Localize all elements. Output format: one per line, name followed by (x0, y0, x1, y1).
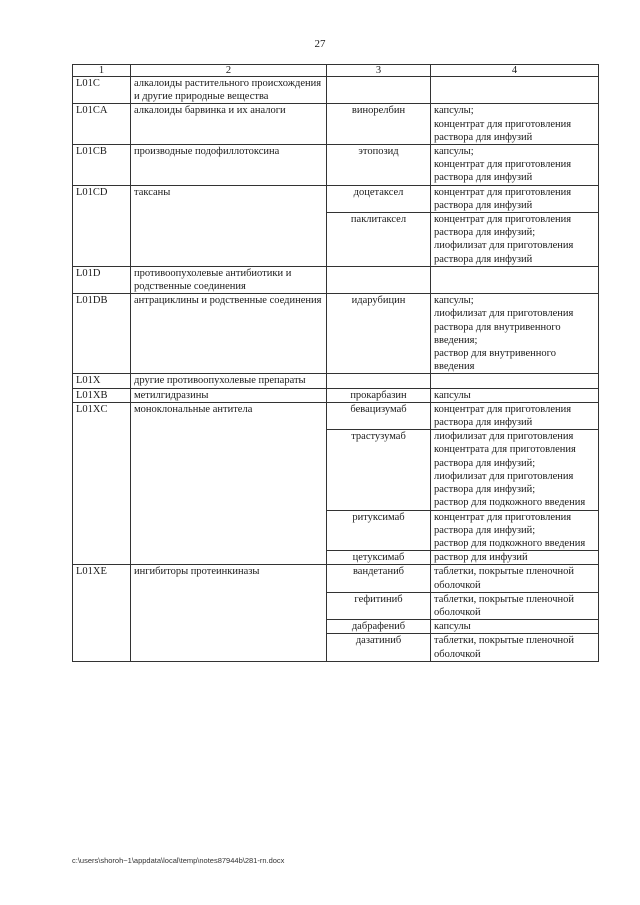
table-row (73, 185, 599, 212)
column-header-3: 3 (327, 65, 431, 77)
drug-name-cell (327, 77, 431, 104)
column-header-4: 4 (431, 65, 599, 77)
drug-name-cell: дабрафениб (327, 620, 431, 634)
atc-code-cell: L01X (73, 374, 131, 388)
group-name-cell: противоопухолевые антибиотики и родственные соединения (131, 266, 327, 293)
table-header-row (73, 65, 599, 77)
drug-name-cell (327, 266, 431, 293)
table-row (73, 294, 599, 374)
dosage-form-cell (431, 77, 599, 104)
atc-code-cell: L01CA (73, 104, 131, 145)
drug-name-cell: доцетаксел (327, 185, 431, 212)
table-body (73, 77, 599, 662)
drug-name-cell: дазатиниб (327, 634, 431, 661)
drug-name-cell: цетуксимаб (327, 551, 431, 565)
table-row (73, 77, 599, 104)
group-name-cell: антрациклины и родственные соединения (131, 294, 327, 374)
drug-name-cell: паклитаксел (327, 213, 431, 267)
dosage-form-cell: капсулы (431, 620, 599, 634)
atc-code-cell: L01XE (73, 565, 131, 661)
dosage-form-cell (431, 374, 599, 388)
table-row (73, 402, 599, 429)
drug-table (72, 64, 599, 662)
table-row (73, 374, 599, 388)
footer-file-path: c:\users\shoroh~1\appdata\local\temp\notes87944b\281-rn.docx (72, 856, 285, 865)
drug-name-cell: ритуксимаб (327, 510, 431, 551)
group-name-cell: другие противоопухолевые препараты (131, 374, 327, 388)
group-name-cell: алкалоиды барвинка и их аналоги (131, 104, 327, 145)
drug-name-cell: гефитиниб (327, 592, 431, 619)
drug-name-cell: трастузумаб (327, 430, 431, 510)
dosage-form-cell (431, 266, 599, 293)
group-name-cell: метилгидразины (131, 388, 327, 402)
drug-name-cell: винорелбин (327, 104, 431, 145)
dosage-form-cell: таблетки, покрытые пленочной оболочкой (431, 592, 599, 619)
group-name-cell: моноклональные антитела (131, 402, 327, 564)
drug-name-cell: вандетаниб (327, 565, 431, 592)
group-name-cell: алкалоиды растительного происхождения и другие природные вещества (131, 77, 327, 104)
atc-code-cell: L01XC (73, 402, 131, 564)
dosage-form-cell: лиофилизат для приготовления концентрата для приготовления раствора для инфузий; лиофилизат для приготовления раствора для инфузий; раствор для подкожного введения (431, 430, 599, 510)
group-name-cell: производные подофиллотоксина (131, 145, 327, 186)
dosage-form-cell: капсулы (431, 388, 599, 402)
atc-code-cell: L01CD (73, 185, 131, 266)
table-row (73, 565, 599, 592)
column-header-1: 1 (73, 65, 131, 77)
drug-name-cell: бевацизумаб (327, 402, 431, 429)
dosage-form-cell: капсулы; концентрат для приготовления раствора для инфузий (431, 104, 599, 145)
table-row (73, 145, 599, 186)
group-name-cell: ингибиторы протеинкиназы (131, 565, 327, 661)
dosage-form-cell: концентрат для приготовления раствора для инфузий (431, 185, 599, 212)
column-header-2: 2 (131, 65, 327, 77)
atc-code-cell: L01CB (73, 145, 131, 186)
table-row (73, 388, 599, 402)
atc-code-cell: L01DB (73, 294, 131, 374)
dosage-form-cell: капсулы; лиофилизат для приготовления раствора для внутривенного введения; раствор для внутривенного введения (431, 294, 599, 374)
drug-name-cell: этопозид (327, 145, 431, 186)
dosage-form-cell: таблетки, покрытые пленочной оболочкой (431, 634, 599, 661)
dosage-form-cell: раствор для инфузий (431, 551, 599, 565)
drug-name-cell: прокарбазин (327, 388, 431, 402)
group-name-cell: таксаны (131, 185, 327, 266)
atc-code-cell: L01C (73, 77, 131, 104)
table-row (73, 266, 599, 293)
drug-name-cell (327, 374, 431, 388)
dosage-form-cell: концентрат для приготовления раствора для инфузий (431, 402, 599, 429)
dosage-form-cell: таблетки, покрытые пленочной оболочкой (431, 565, 599, 592)
page-number: 27 (314, 38, 326, 50)
atc-code-cell: L01XB (73, 388, 131, 402)
drug-name-cell: идарубицин (327, 294, 431, 374)
dosage-form-cell: концентрат для приготовления раствора для инфузий; раствор для подкожного введения (431, 510, 599, 551)
dosage-form-cell: концентрат для приготовления раствора для инфузий; лиофилизат для приготовления раствора для инфузий (431, 213, 599, 267)
table-row (73, 104, 599, 145)
atc-code-cell: L01D (73, 266, 131, 293)
dosage-form-cell: капсулы; концентрат для приготовления раствора для инфузий (431, 145, 599, 186)
